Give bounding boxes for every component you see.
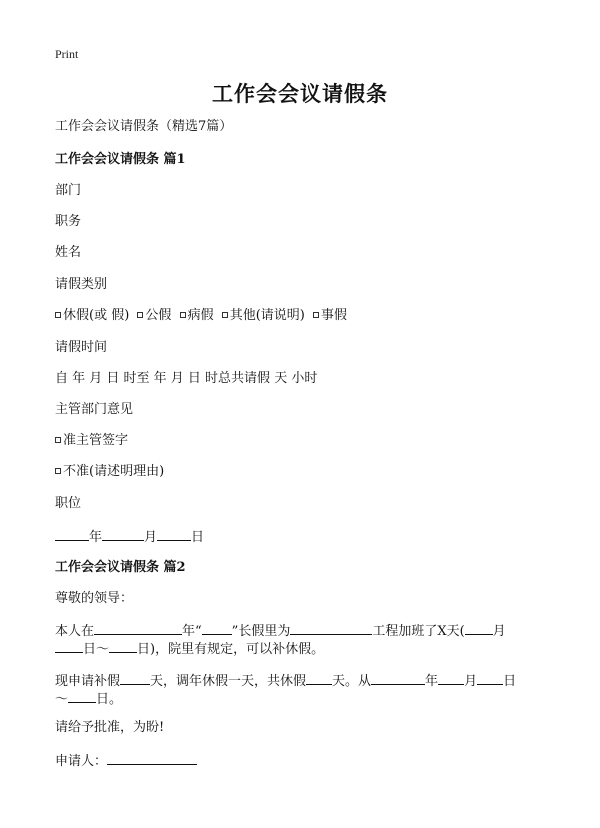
text-segment: 日: [503, 674, 517, 689]
text-segment: 天，调年休假一天，共休假: [150, 674, 307, 689]
checkbox-icon: [313, 312, 319, 318]
checkbox-icon: [55, 312, 61, 318]
document-subtitle: 工作会会议请假条（精选7篇）: [55, 119, 233, 134]
blank-field[interactable]: [438, 670, 464, 685]
day-label: 日: [191, 530, 205, 545]
paragraph-1-line-2: [55, 638, 555, 660]
blank-field[interactable]: [371, 670, 425, 685]
reject-option[interactable]: [55, 462, 555, 482]
year-label: 年: [89, 530, 103, 545]
text-segment: ～: [55, 692, 69, 707]
position-label: 职位: [55, 496, 82, 511]
blank-field[interactable]: [465, 620, 493, 635]
blank-field[interactable]: [120, 670, 150, 685]
option-label: 其他(请说明): [229, 308, 305, 323]
checkbox-icon: [137, 312, 143, 318]
blank-field[interactable]: [290, 620, 372, 635]
blank-field[interactable]: [55, 638, 83, 653]
paragraph-3: 请给予批准，为盼!: [55, 720, 165, 735]
text-segment: 日～: [83, 642, 110, 657]
text-segment: 日)，院里有规定，可以补休假。: [137, 642, 325, 657]
option-sick[interactable]: [180, 308, 214, 323]
document-title: 工作会会议请假条: [212, 81, 388, 106]
dept-label: 部门: [55, 183, 82, 198]
text-segment: 年: [425, 674, 439, 689]
option-label: 事假: [321, 308, 348, 323]
option-vacation[interactable]: [55, 308, 129, 323]
text-segment: 年“: [182, 624, 202, 639]
month-blank[interactable]: [102, 526, 144, 541]
text-segment: 日。: [96, 692, 123, 707]
option-label: 病假: [187, 308, 214, 323]
job-title-label: 职务: [55, 214, 82, 229]
manager-opinion-label: 主管部门意见: [55, 402, 134, 417]
checkbox-icon: [55, 437, 61, 443]
option-other[interactable]: [222, 308, 305, 323]
text-segment: 天。从: [332, 674, 372, 689]
checkbox-icon: [180, 312, 186, 318]
year-blank[interactable]: [55, 526, 89, 541]
text-segment: 现申请补假: [55, 674, 121, 689]
text-segment: 本人在: [55, 624, 95, 639]
text-segment: 工程加班了X天(: [372, 624, 465, 639]
leave-type-label: 请假类别: [55, 277, 108, 292]
option-personal[interactable]: [313, 308, 347, 323]
blank-field[interactable]: [94, 620, 182, 635]
name-label: 姓名: [55, 245, 82, 260]
applicant-signature-blank[interactable]: [107, 750, 197, 765]
option-official[interactable]: [137, 308, 171, 323]
print-link[interactable]: Print: [55, 47, 79, 61]
text-segment: 月: [464, 674, 478, 689]
date-line: [55, 526, 555, 548]
month-label: 月: [144, 530, 158, 545]
greeting: 尊敬的领导：: [55, 591, 134, 606]
blank-field[interactable]: [109, 638, 137, 653]
section1-heading: 工作会会议请假条 篇1: [55, 152, 186, 167]
text-segment: 月: [492, 624, 506, 639]
text-segment: ”长假里为: [231, 624, 291, 639]
approve-label: 准主管签字: [63, 433, 129, 448]
option-label: 休假(或 假): [63, 308, 130, 323]
applicant-label: 申请人：: [55, 754, 108, 769]
checkbox-icon: [222, 312, 228, 318]
leave-type-options: [55, 306, 555, 326]
reject-label: 不准(请述明理由): [63, 464, 165, 479]
applicant-line: [55, 750, 555, 772]
blank-field[interactable]: [477, 670, 503, 685]
blank-field[interactable]: [68, 688, 96, 703]
option-label: 公假: [145, 308, 172, 323]
paragraph-2-line-2: [55, 688, 555, 710]
checkbox-icon: [55, 468, 61, 474]
blank-field[interactable]: [202, 620, 232, 635]
blank-field[interactable]: [306, 670, 332, 685]
leave-time-line: 自 年 月 日 时至 年 月 日 时总共请假 天 小时: [55, 371, 318, 386]
day-blank[interactable]: [157, 526, 191, 541]
approve-option[interactable]: [55, 431, 555, 451]
leave-time-label: 请假时间: [55, 340, 108, 355]
section2-heading: 工作会会议请假条 篇2: [55, 560, 186, 575]
